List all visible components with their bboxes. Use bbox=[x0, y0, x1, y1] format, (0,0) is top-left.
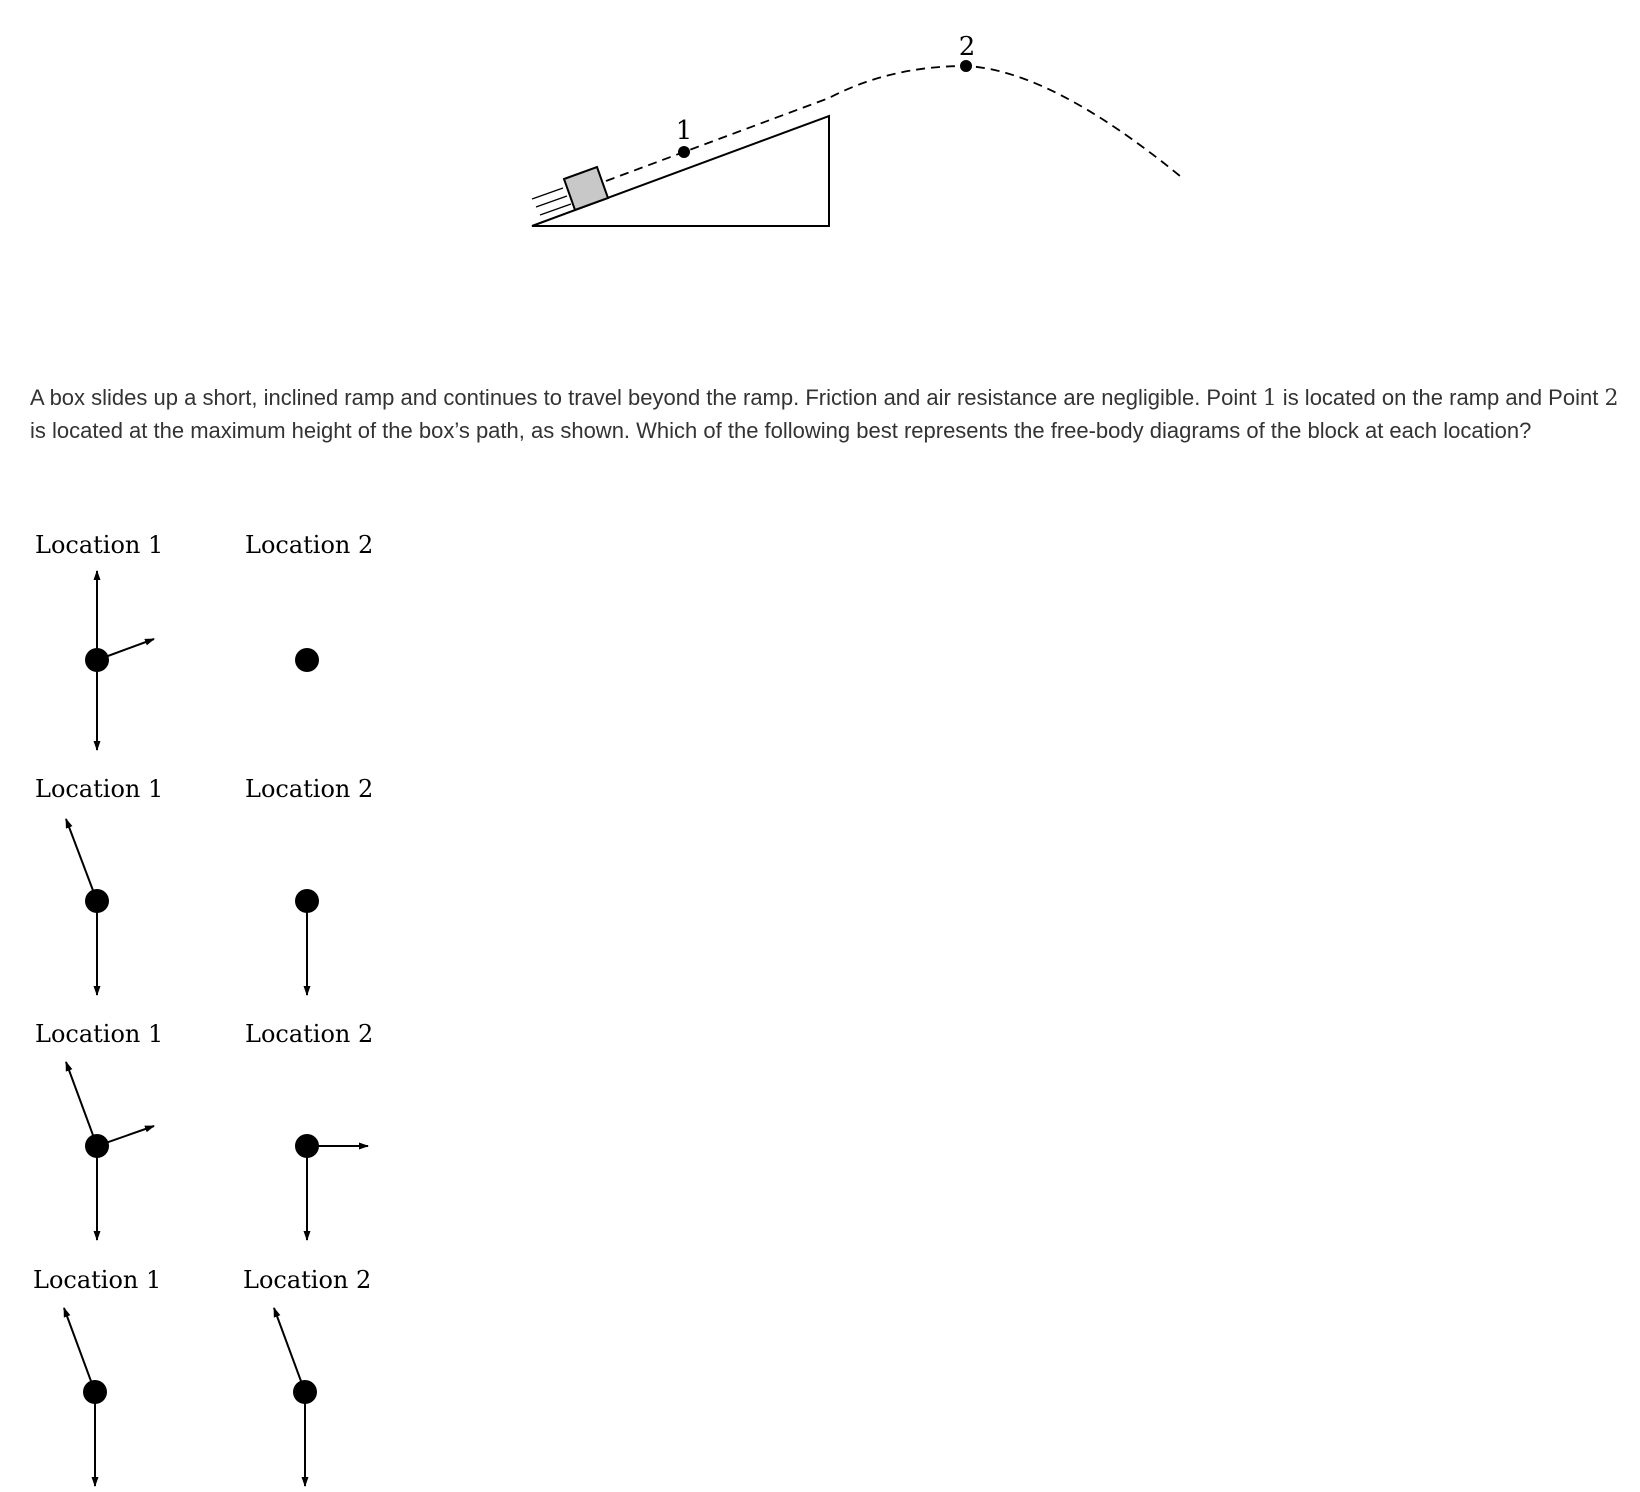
option-4-location-1-label: Location 1 bbox=[33, 1266, 162, 1294]
option-1-loc1-fbd bbox=[85, 571, 154, 750]
body-dot bbox=[85, 889, 109, 913]
body-dot bbox=[85, 648, 109, 672]
option-2-location-1-label: Location 1 bbox=[35, 775, 164, 803]
force-normal bbox=[64, 1308, 95, 1392]
question-part-2: is located on the ramp and Point bbox=[1276, 385, 1605, 410]
force-normal bbox=[66, 1062, 97, 1146]
question-part-3: is located at the maximum height of the box’s path, as shown. Which of the following best represents the free-body diagrams of the block at each location? bbox=[30, 418, 1532, 443]
option-3-location-1-label: Location 1 bbox=[35, 1020, 164, 1048]
body-dot bbox=[83, 1380, 107, 1404]
question-point-2: 2 bbox=[1604, 386, 1619, 411]
force-normal bbox=[66, 819, 97, 901]
option-3-location-2-label: Location 2 bbox=[245, 1020, 374, 1048]
point-1-dot bbox=[678, 146, 690, 158]
point-2-label: 2 bbox=[958, 32, 976, 62]
option-1-location-1-label: Location 1 bbox=[35, 531, 164, 559]
point-1-label: 1 bbox=[675, 116, 693, 146]
body-dot bbox=[295, 889, 319, 913]
body-dot bbox=[295, 648, 319, 672]
option-3-loc2-fbd bbox=[295, 1134, 368, 1240]
option-1-location-2-label: Location 2 bbox=[245, 531, 374, 559]
question-text bbox=[30, 382, 1630, 447]
option-4-location-2-label: Location 2 bbox=[243, 1266, 372, 1294]
option-4-loc2-fbd bbox=[274, 1308, 317, 1486]
question-point-1: 1 bbox=[1262, 386, 1277, 411]
body-dot bbox=[85, 1134, 109, 1158]
force-normal bbox=[274, 1308, 305, 1392]
option-1-loc2-fbd bbox=[295, 648, 319, 672]
ramp-diagram bbox=[532, 32, 1180, 226]
option-2-location-2-label: Location 2 bbox=[245, 775, 374, 803]
option-3-loc1-fbd bbox=[66, 1062, 154, 1240]
option-2-loc2-fbd bbox=[295, 889, 319, 995]
question-part-1: A box slides up a short, inclined ramp and continues to travel beyond the ramp. Friction and air resistance are negligible. Point bbox=[30, 385, 1263, 410]
body-dot bbox=[295, 1134, 319, 1158]
option-2-loc1-fbd bbox=[66, 819, 109, 995]
body-dot bbox=[293, 1380, 317, 1404]
motion-lines bbox=[532, 188, 571, 215]
option-4-loc1-fbd bbox=[64, 1308, 107, 1486]
